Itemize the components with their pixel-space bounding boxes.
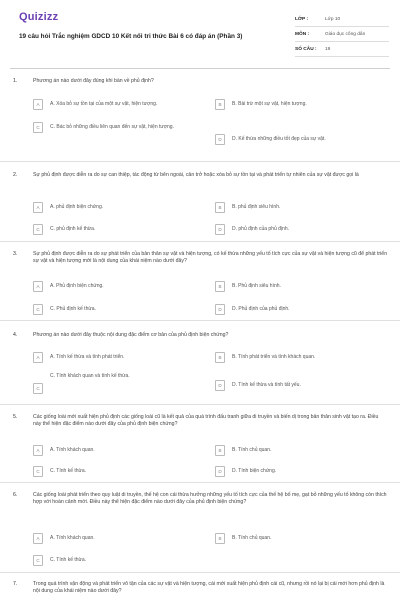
option-text: D. Phủ định của phủ định. (232, 306, 290, 313)
question-number: 1. (13, 78, 18, 84)
question-number: 3. (13, 251, 18, 257)
option-text: A. Tính kế thừa và tính phát triển. (50, 354, 125, 361)
question-separator (0, 572, 400, 573)
option-letter: A (33, 533, 43, 544)
option-text: B. Tính phát triển và tính khách quan. (232, 354, 316, 361)
option-text: C. Tính khách quan và tính kế thừa. (50, 373, 130, 379)
option-letter: C (33, 224, 43, 235)
option-letter: A (33, 352, 43, 363)
meta-value: Lớp 10 (325, 16, 341, 22)
question-separator (0, 404, 400, 405)
question-number: 4. (13, 332, 18, 338)
option-text: C. phủ định kế thừa. (50, 226, 96, 233)
meta-value: Giáo dục công dân (325, 31, 366, 37)
option-a[interactable] (33, 202, 103, 213)
option-d[interactable] (215, 304, 290, 315)
meta-key: SỐ CÂU : (295, 46, 317, 52)
question-separator (0, 320, 400, 321)
question-separator (0, 161, 400, 162)
question-separator (0, 241, 400, 242)
option-text: C. Tính kế thừa. (50, 557, 87, 564)
option-a[interactable] (33, 445, 95, 456)
question-number: 2. (13, 172, 18, 178)
option-letter: A (33, 281, 43, 292)
option-text: D. Kế thừa những điều tốt đẹp của sự vật. (232, 136, 326, 143)
question-text: Phương án nào dưới đây đúng khi bàn về phủ định? (33, 78, 154, 84)
question-text: Sự phủ định được diễn ra do sự phát triển của bản thân sự vật và hiện tượng, có kế thừa những yếu tố tích cực của sự vật và hiện tượng cũ để phát triển sự vật và hiện tượng mới là nội dung của khái niệm nào dưới đây? (33, 251, 388, 265)
option-c[interactable] (33, 373, 130, 394)
option-text: B. phủ định siêu hình. (232, 204, 281, 211)
option-letter: B (215, 533, 225, 544)
option-text: D. Tính kế thừa và tính tất yếu. (232, 382, 301, 389)
meta-key: MÔN : (295, 31, 310, 37)
option-text: A. Tính khách quan. (50, 447, 95, 454)
option-c[interactable] (33, 555, 86, 566)
option-d[interactable] (215, 466, 276, 477)
question-text: Các giống loài mới xuất hiện phủ định các giống loài cũ là kết quả của quá trình đấu tranh giữa di truyền và biến dị trong bản thân sinh vật tạo ra. Điều này thể hiện đặc điểm nào dưới đây của phủ định biện chứng? (33, 414, 379, 428)
option-c[interactable] (33, 122, 190, 133)
question-number: 7. (13, 581, 18, 587)
header (0, 0, 400, 68)
option-a[interactable] (33, 99, 157, 110)
option-d[interactable] (215, 380, 301, 391)
question-text: Phương án nào dưới đây thuộc nội dung đặc điểm cơ bản của phủ định biện chứng? (33, 332, 229, 338)
option-letter: A (33, 202, 43, 213)
option-a[interactable] (33, 281, 104, 292)
meta-row-subject (295, 27, 389, 42)
option-letter: D (215, 304, 225, 315)
question-text: Sự phủ định được diễn ra do sự can thiệp, tác động từ bên ngoài, cản trở hoặc xóa bỏ sự tồn tại và phát triển tự nhiên của sự vật được gọi là (33, 172, 359, 178)
option-letter: B (215, 202, 225, 213)
option-b[interactable] (215, 445, 271, 456)
meta-value: 19 (325, 46, 331, 52)
option-text: D. Tính biện chứng. (232, 468, 277, 475)
option-letter: C (33, 122, 43, 133)
option-b[interactable] (215, 202, 280, 213)
option-d[interactable] (215, 134, 326, 145)
question-number: 5. (13, 414, 18, 420)
option-letter: A (33, 99, 43, 110)
option-c[interactable] (33, 304, 96, 315)
option-letter: C (33, 555, 43, 566)
option-text: B. Tính chủ quan. (232, 447, 272, 454)
question-number: 6. (13, 492, 18, 498)
header-divider (10, 68, 390, 69)
option-text: B. Bài trừ một sự vật, hiện tượng. (232, 101, 307, 108)
question-separator (0, 482, 400, 483)
option-b[interactable] (215, 281, 281, 292)
option-letter: D (215, 466, 225, 477)
meta-table (295, 12, 389, 57)
option-b[interactable] (215, 352, 315, 363)
option-text: B. Tính chủ quan. (232, 535, 272, 542)
option-text: A. Tính khách quan. (50, 535, 95, 542)
option-c[interactable] (33, 466, 86, 477)
option-letter: D (215, 224, 225, 235)
option-a[interactable] (33, 533, 95, 544)
option-letter: D (215, 380, 225, 391)
option-letter: C (33, 383, 43, 394)
option-text: A. Phủ định biện chứng. (50, 283, 104, 290)
option-b[interactable] (215, 99, 307, 110)
question-text: Trong quá trình vận động và phát triển vô tận của các sự vật và hiện tượng, cái mới xuất hiện phủ định cái cũ, nhưng rồi nó lại bị cái mới hơn phủ định là nội dung của khái niệm nào dưới đây? (33, 581, 385, 595)
quizizz-logo: Quizizz (19, 11, 59, 23)
option-d[interactable] (215, 224, 289, 235)
option-letter: B (215, 281, 225, 292)
option-letter: A (33, 445, 43, 456)
option-text: A. Xóa bỏ sự tồn tại của một sự vật, hiện tượng. (50, 101, 158, 108)
document-title: 19 câu hỏi Trắc nghiệm GDCD 10 Kết nối tri thức Bài 6 có đáp án (Phần 3) (19, 33, 243, 40)
option-text: D. phủ định của phủ định. (232, 226, 289, 233)
option-letter: C (33, 466, 43, 477)
option-text: B. Phủ định siêu hình. (232, 283, 281, 290)
meta-row-class (295, 12, 389, 27)
option-c[interactable] (33, 224, 95, 235)
option-text: C. Tính kế thừa. (50, 468, 87, 475)
option-b[interactable] (215, 533, 271, 544)
option-letter: D (215, 134, 225, 145)
option-text: C. Bác bỏ những điều liên quan đến sự vật, hiện tượng. (50, 124, 174, 131)
meta-row-count (295, 42, 389, 57)
question-text: Các giống loài phát triển theo quy luật di truyền, thế hệ con cái thừa hưởng những yếu tố tích cực của thế hệ bố mẹ, gạt bỏ những yếu tố không còn thích hợp với hoàn cảnh mới. Điều này thể hiện đặc điểm nào dưới đây của phủ định biện chứng? (33, 492, 387, 506)
option-text: A. phủ định biện chứng. (50, 204, 104, 211)
option-text: C. Phủ định kế thừa. (50, 306, 96, 313)
option-letter: B (215, 352, 225, 363)
option-letter: C (33, 304, 43, 315)
option-letter: B (215, 445, 225, 456)
meta-key: LỚP : (295, 16, 309, 22)
option-letter: B (215, 99, 225, 110)
option-a[interactable] (33, 352, 124, 363)
